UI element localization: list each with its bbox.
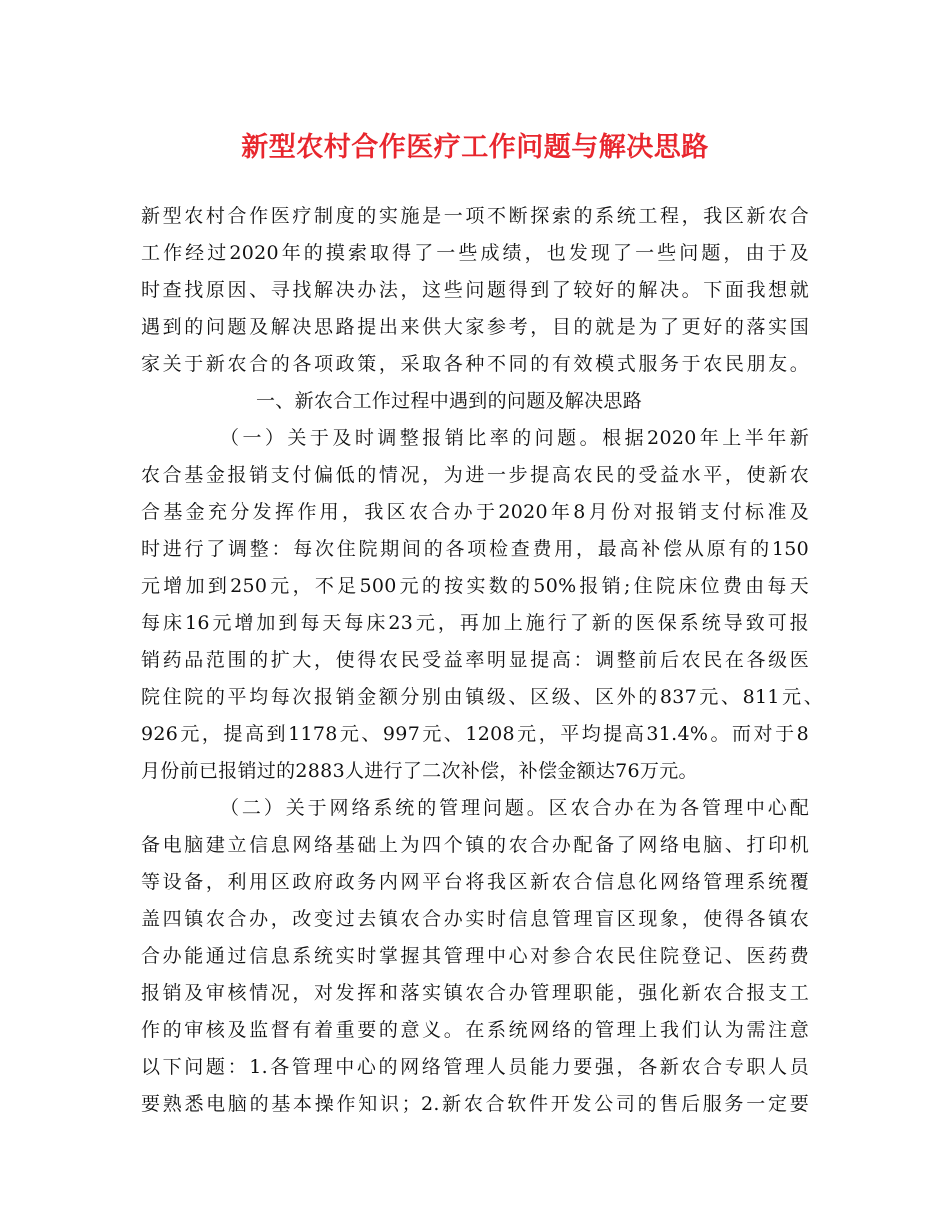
paragraph-line: 等设备，利用区政府政务内网平台将我区新农合信息化网络管理系统覆 <box>141 871 809 893</box>
paragraph-line: 元增加到250元，不足500元的按实数的50%报销;住院床位费由每天 <box>141 575 809 597</box>
paragraph-line: 作的审核及监督有着重要的意义。在系统网络的管理上我们认为需注意 <box>141 1019 809 1041</box>
paragraph-line: 合基金充分发挥作用，我区农合办于2020年8月份对报销支付标准及 <box>141 501 809 523</box>
document-title: 新型农村合作医疗工作问题与解决思路 <box>241 132 709 163</box>
paragraph-line: 要熟悉电脑的基本操作知识；2.新农合软件开发公司的售后服务一定要 <box>141 1093 809 1115</box>
paragraph-line: 盖四镇农合办，改变过去镇农合办实时信息管理盲区现象，使得各镇农 <box>141 908 809 930</box>
paragraph-line: 新型农村合作医疗制度的实施是一项不断探索的系统工程，我区新农合 <box>141 205 809 227</box>
subsection-heading-line: （一）关于及时调整报销比率的问题。根据2020年上半年新 <box>220 427 809 449</box>
paragraph-line: 农合基金报销支付偏低的情况，为进一步提高农民的受益水平，使新农 <box>141 464 809 486</box>
paragraph-line: 院住院的平均每次报销金额分别由镇级、区级、区外的837元、811元、 <box>141 686 823 708</box>
paragraph-line: 926元，提高到1178元、997元、1208元，平均提高31.4%。而对于8 <box>141 723 809 745</box>
paragraph-line: 合办能通过信息系统实时掌握其管理中心对参合农民住院登记、医药费 <box>141 945 809 967</box>
subsection-heading-line: （二）关于网络系统的管理问题。区农合办在为各管理中心配 <box>220 797 809 819</box>
paragraph-line: 月份前已报销过的2883人进行了二次补偿，补偿金额达76万元。 <box>141 760 698 782</box>
paragraph-line: 家关于新农合的各项政策，采取各种不同的有效模式服务于农民朋友。 <box>141 353 809 375</box>
paragraph-line: 工作经过2020年的摸索取得了一些成绩，也发现了一些问题，由于及 <box>141 242 809 264</box>
paragraph-line: 时进行了调整：每次住院期间的各项检查费用，最高补偿从原有的150 <box>141 538 809 560</box>
paragraph-line: 遇到的问题及解决思路提出来供大家参考，目的就是为了更好的落实国 <box>141 316 809 338</box>
paragraph-line: 每床16元增加到每天每床23元，再加上施行了新的医保系统导致可报 <box>141 612 809 634</box>
paragraph-line: 报销及审核情况，对发挥和落实镇农合办管理职能，强化新农合报支工 <box>141 982 809 1004</box>
section-heading: 一、新农合工作过程中遇到的问题及解决思路 <box>256 390 643 412</box>
paragraph-line: 以下问题：1.各管理中心的网络管理人员能力要强，各新农合专职人员 <box>141 1056 809 1078</box>
paragraph-line: 备电脑建立信息网络基础上为四个镇的农合办配备了网络电脑、打印机 <box>141 834 809 856</box>
paragraph-line: 时查找原因、寻找解决办法，这些问题得到了较好的解决。下面我想就 <box>141 279 809 301</box>
paragraph-line: 销药品范围的扩大，使得农民受益率明显提高：调整前后农民在各级医 <box>141 649 809 671</box>
